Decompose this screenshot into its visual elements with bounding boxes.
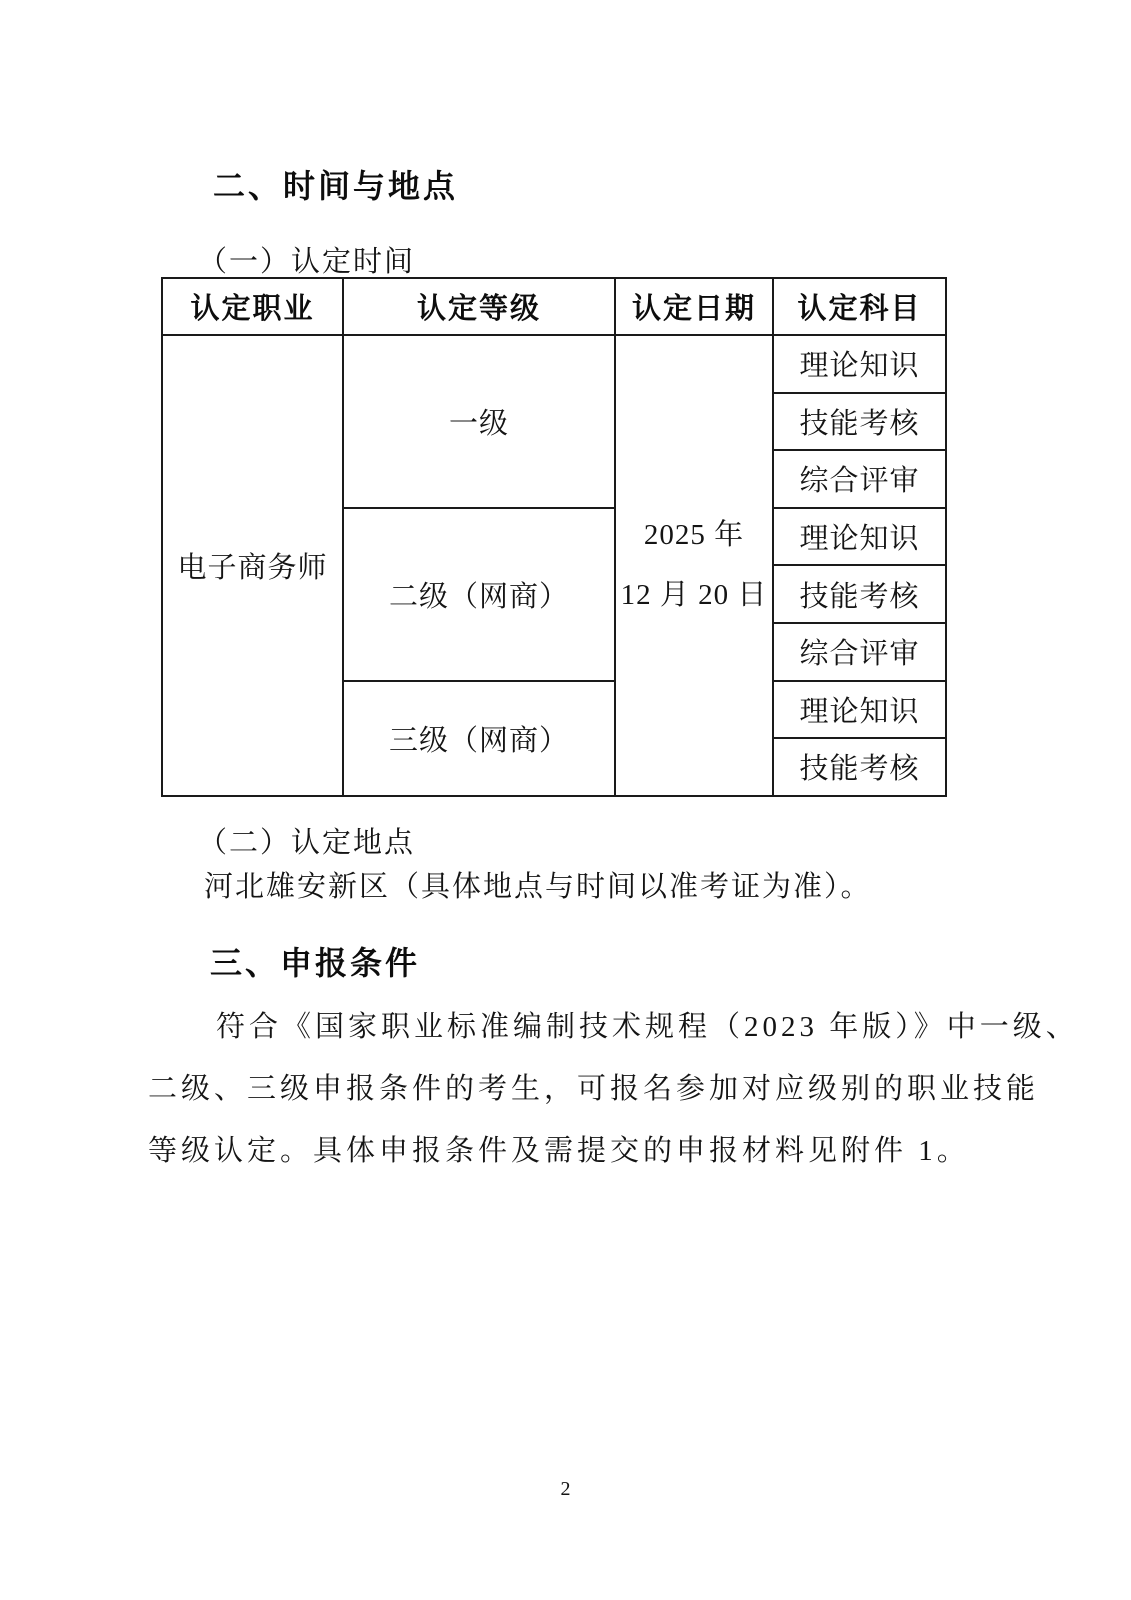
occupation-cell: 电子商务师 xyxy=(162,335,343,796)
level-cell-1: 一级 xyxy=(343,335,615,508)
table-row xyxy=(162,335,946,393)
subject-cell: 理论知识 xyxy=(773,508,946,566)
sub-heading-certification-time: （一）认定时间 xyxy=(198,246,416,278)
paragraph-line: 符合《国家职业标准编制技术规程（2023 年版）》中一级、 xyxy=(216,1011,1079,1043)
header-occupation: 认定职业 xyxy=(162,278,343,335)
certification-time-table xyxy=(161,277,947,797)
table-header-row xyxy=(162,278,946,335)
subject-cell: 综合评审 xyxy=(773,450,946,508)
section-heading-conditions: 三、申报条件 xyxy=(210,945,421,981)
sub-heading-certification-location: （二）认定地点 xyxy=(198,827,416,859)
header-date: 认定日期 xyxy=(615,278,773,335)
subject-cell: 技能考核 xyxy=(773,738,946,796)
header-level: 认定等级 xyxy=(343,278,615,335)
date-line-2: 12 月 20 日 xyxy=(620,579,768,612)
subject-cell: 理论知识 xyxy=(773,681,946,739)
date-cell xyxy=(615,335,773,796)
location-text: 河北雄安新区（具体地点与时间以准考证为准）。 xyxy=(204,871,872,903)
conditions-paragraph xyxy=(148,996,1079,1182)
subject-cell: 综合评审 xyxy=(773,623,946,681)
section-heading-time-location: 二、时间与地点 xyxy=(213,168,459,204)
paragraph-line: 二级、三级申报条件的考生，可报名参加对应级别的职业技能 xyxy=(148,1073,1040,1105)
level-cell-3: 三级（网商） xyxy=(343,681,615,796)
subject-cell: 技能考核 xyxy=(773,393,946,451)
subject-cell: 理论知识 xyxy=(773,335,946,393)
date-line-1: 2025 年 xyxy=(643,519,745,552)
header-subject: 认定科目 xyxy=(773,278,946,335)
subject-cell: 技能考核 xyxy=(773,565,946,623)
paragraph-line: 等级认定。具体申报条件及需提交的申报材料见附件 1。 xyxy=(148,1135,970,1167)
page-number: 2 xyxy=(560,1478,571,1500)
level-cell-2: 二级（网商） xyxy=(343,508,615,681)
